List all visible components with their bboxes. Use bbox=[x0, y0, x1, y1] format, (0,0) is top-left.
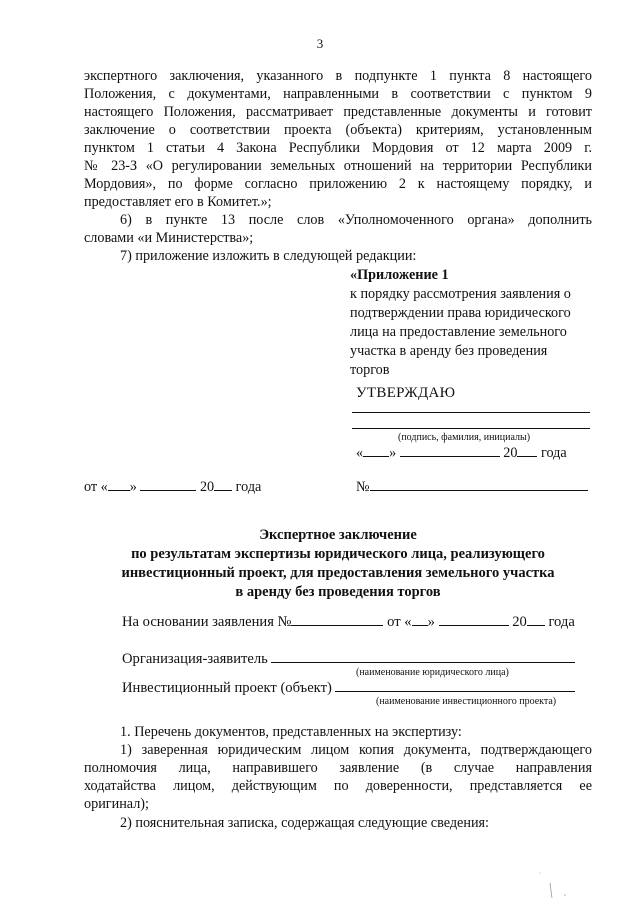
appendix-line: лица на предоставление земельного bbox=[350, 324, 567, 340]
document-title bbox=[84, 526, 592, 602]
doc-list-heading: 1. Перечень документов, представленных на экспертизу: bbox=[120, 724, 462, 740]
month-blank bbox=[140, 478, 196, 491]
day-blank bbox=[412, 613, 428, 626]
month-blank bbox=[439, 613, 509, 626]
basis-prefix: На основании заявления № bbox=[122, 614, 292, 630]
paragraph-line: предоставляет его в Комитет.»; bbox=[84, 194, 272, 210]
paragraph-line: экспертного заключения, указанного в подпункте 1 пункта 8 настоящего bbox=[84, 68, 592, 84]
date-open-quote: « bbox=[356, 445, 364, 461]
year-word: года bbox=[541, 445, 567, 461]
appendix-line: торгов bbox=[350, 362, 390, 378]
date-prefix: от « bbox=[84, 479, 108, 495]
applicant-row bbox=[122, 650, 575, 668]
paragraph-line: ходатайства лицом, действующим по доверенности, представляется ее bbox=[84, 778, 592, 794]
year-blank bbox=[527, 613, 545, 626]
approval-label: УТВЕРЖДАЮ bbox=[356, 385, 456, 401]
applicant-blank bbox=[271, 650, 575, 663]
basis-row bbox=[122, 613, 575, 631]
appendix-heading: «Приложение 1 bbox=[350, 267, 449, 283]
title-line: в аренду без проведения торгов bbox=[235, 584, 441, 600]
year-blank bbox=[214, 478, 232, 491]
paragraph-line: заключение о соответствии проекта (объекта) критериям, установленным bbox=[84, 122, 592, 138]
year-word: года bbox=[235, 479, 262, 495]
month-blank bbox=[400, 444, 500, 457]
document-date-row bbox=[84, 478, 261, 496]
title-line: Экспертное заключение bbox=[259, 527, 417, 543]
paragraph-line: настоящего Положения, рассматривает представленные документы и готовит bbox=[84, 104, 592, 120]
project-label: Инвестиционный проект (объект) bbox=[122, 680, 332, 696]
project-caption: (наименование инвестиционного проекта) bbox=[376, 696, 557, 707]
paragraph-line: № 23-З «О регулировании земельных отношений на территории Республики bbox=[84, 158, 592, 174]
day-blank bbox=[108, 478, 130, 491]
basis-century: 20 bbox=[512, 614, 527, 630]
signature-line bbox=[352, 412, 590, 413]
application-number-blank bbox=[291, 613, 383, 626]
page-number: 3 bbox=[316, 36, 324, 51]
paragraph-line: Мордовия», по форме согласно приложению 2 к настоящему порядку, и bbox=[84, 176, 592, 192]
approval-date-row bbox=[356, 444, 567, 462]
date-century: 20 bbox=[199, 479, 215, 495]
appendix-line: к порядку рассмотрения заявления о bbox=[350, 286, 571, 302]
applicant-label: Организация-заявитель bbox=[122, 651, 268, 667]
paragraph-line: 1) заверенная юридическим лицом копия документа, подтверждающего bbox=[120, 742, 592, 758]
basis-year-word: года bbox=[548, 614, 575, 630]
date-century: 20 bbox=[503, 445, 518, 461]
basis-from-open: от « bbox=[387, 614, 412, 630]
title-line: инвестиционный проект, для предоставления земельного участка bbox=[121, 565, 555, 581]
doc-item-1 bbox=[84, 741, 592, 813]
intro-paragraph bbox=[84, 67, 592, 211]
paragraph-line: словами «и Министерства»; bbox=[84, 230, 254, 246]
number-blank bbox=[370, 478, 588, 491]
appendix-line: подтверждении права юридического bbox=[350, 305, 571, 321]
basis-from-close: » bbox=[427, 614, 435, 630]
appendix-line: участка в аренду без проведения bbox=[350, 343, 548, 359]
paragraph-line: 6) в пункте 13 после слов «Уполномоченного органа» дополнить bbox=[120, 212, 592, 228]
year-blank bbox=[517, 444, 537, 457]
paragraph-line: пунктом 1 статьи 4 Закона Республики Мордовия от 12 марта 2009 г. bbox=[84, 140, 592, 156]
document-number-row bbox=[356, 478, 588, 496]
date-close-quote: » bbox=[389, 445, 397, 461]
project-blank bbox=[335, 679, 575, 692]
applicant-caption: (наименование юридического лица) bbox=[356, 667, 509, 678]
title-line: по результатам экспертизы юридического лица, реализующего bbox=[131, 546, 545, 562]
paragraph-line: оригинал); bbox=[84, 796, 149, 812]
scan-specks bbox=[520, 843, 600, 903]
project-row bbox=[122, 679, 575, 697]
item-7-line: 7) приложение изложить в следующей редакции: bbox=[120, 248, 417, 264]
paragraph-line: Положения, с документами, направленными в соответствии с пунктом 9 bbox=[84, 86, 592, 102]
number-sign: № bbox=[356, 479, 370, 495]
signature-caption: (подпись, фамилия, инициалы) bbox=[398, 432, 531, 443]
date-close-quote: » bbox=[129, 479, 137, 495]
doc-item-2: 2) пояснительная записка, содержащая следующие сведения: bbox=[120, 815, 489, 831]
appendix-block bbox=[350, 266, 600, 380]
signature-line-2 bbox=[352, 428, 590, 429]
day-blank bbox=[363, 444, 389, 457]
item-6-paragraph bbox=[84, 211, 592, 247]
paragraph-line: полномочия лица, направившего заявление (в случае направления bbox=[84, 760, 592, 776]
